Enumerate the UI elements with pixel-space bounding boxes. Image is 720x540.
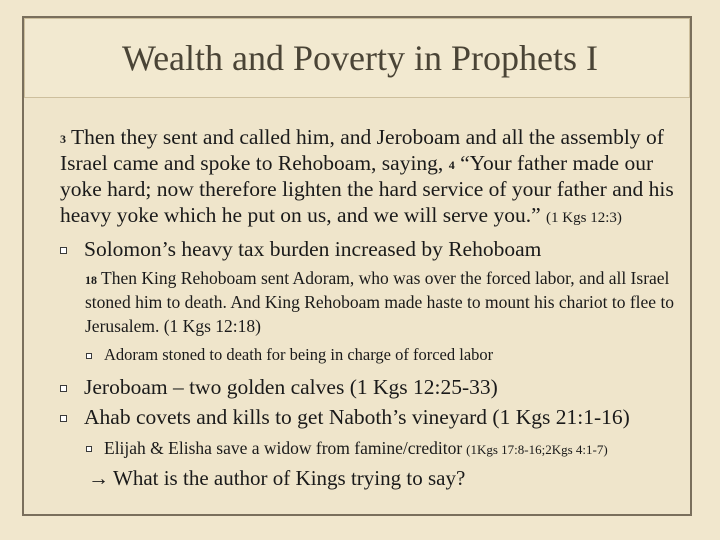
verse-reference: (1 Kgs 12:3) [546, 210, 622, 226]
bullet-main-text: Elijah & Elisha save a widow from famine/creditor [104, 438, 463, 458]
verse-text: “Your father made our yoke hard; now therefore lighten the hard service of your father and his heavy yoke which he put on us, and we will serve you.” [60, 151, 674, 227]
verse-1-kgs-12-18 [85, 266, 685, 338]
bullet-solomon-tax [60, 236, 541, 262]
question-text: What is the author of Kings trying to say? [113, 466, 466, 490]
square-bullet-icon [86, 446, 92, 452]
verse-text: Then King Rehoboam sent Adoram, who was over the forced labor, and all Israel stoned him to death. And King Rehoboam made haste to mount his chariot to flee to Jerusalem. (1 Kgs 12:18) [85, 268, 675, 336]
arrow-right-icon: → [88, 466, 109, 490]
verse-1-kgs-12-3 [60, 124, 690, 231]
square-bullet-icon [60, 247, 67, 254]
bullet-ahab [60, 404, 630, 430]
square-bullet-icon [60, 415, 67, 422]
bullet-jeroboam [60, 374, 498, 400]
bullet-adoram [86, 344, 493, 366]
slide-title: Wealth and Poverty in Prophets I [121, 38, 598, 78]
square-bullet-icon [60, 385, 67, 392]
closing-question [88, 465, 465, 491]
verse-number: 18 [85, 273, 97, 287]
verse-text: Then they sent and called him, and Jeroboam and all the assembly of Israel came and spoke to Rehoboam, saying, [60, 125, 664, 175]
bullet-text: Solomon’s heavy tax burden increased by Rehoboam [84, 237, 542, 261]
bullet-elijah-elisha [86, 437, 608, 461]
bullet-text: Adoram stoned to death for being in charge of forced labor [104, 345, 494, 364]
verse-number: 4 [448, 158, 455, 172]
bullet-text: Jeroboam – two golden calves (1 Kgs 12:25-33) [84, 375, 498, 399]
bullet-text: Ahab covets and kills to get Naboth’s vineyard (1 Kgs 21:1-16) [84, 405, 630, 429]
bullet-reference: (1Kgs 17:8-16;2Kgs 4:1-7) [466, 442, 608, 457]
verse-number: 3 [60, 132, 66, 146]
bullet-text [104, 437, 608, 461]
square-bullet-icon [86, 353, 92, 359]
